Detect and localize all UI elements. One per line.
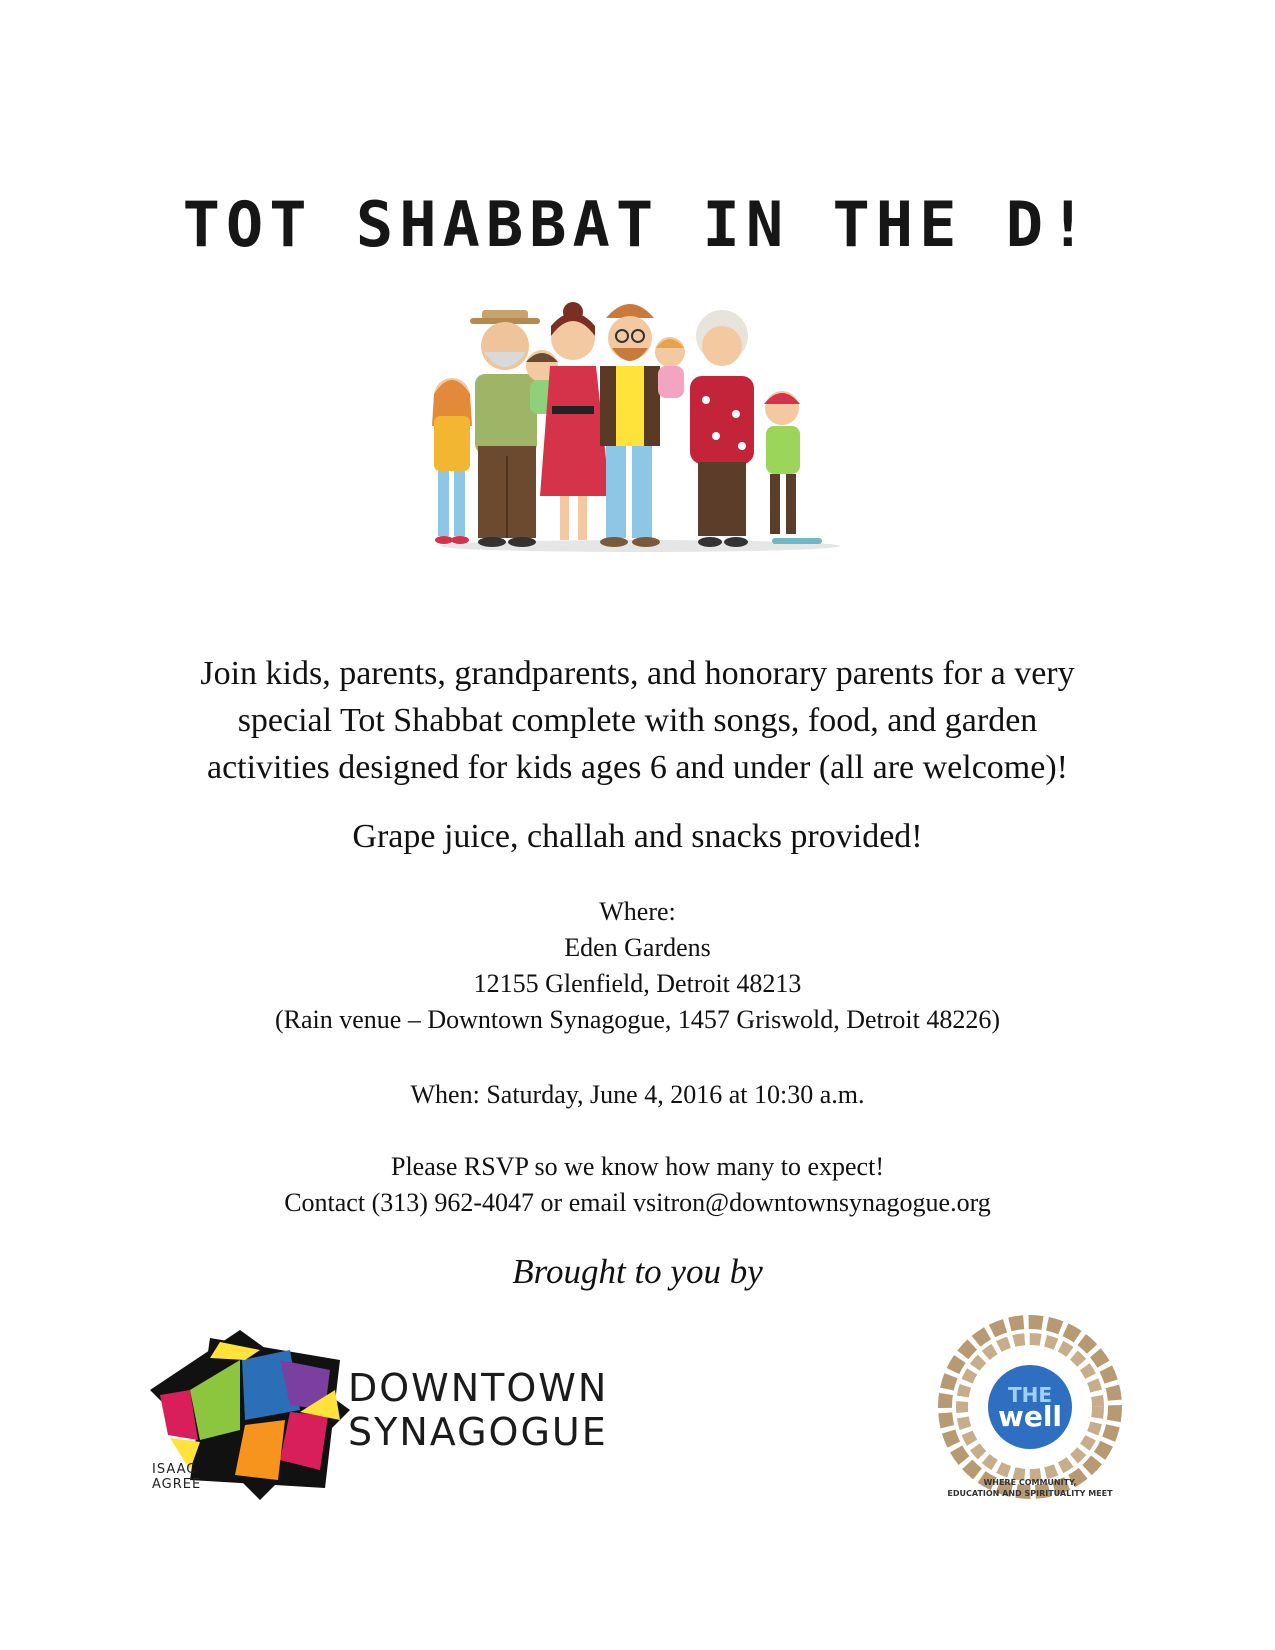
where-label: Where: [599, 897, 676, 926]
tagline-line: WHERE COMMUNITY, [983, 1478, 1077, 1487]
well-tagline [930, 1477, 1130, 1499]
downtown-synagogue-wordmark [348, 1366, 608, 1454]
rsvp-line: Please RSVP so we know how many to expect! [391, 1152, 884, 1181]
wordmark-line: SYNAGOGUE [348, 1410, 608, 1454]
isaac-agree-label [152, 1462, 201, 1492]
the-well-logo-icon [935, 1312, 1125, 1502]
tagline-line: EDUCATION AND SPIRITUALITY MEET [947, 1489, 1113, 1498]
intro-paragraph [100, 650, 1175, 791]
intro-line: special Tot Shabbat complete with songs, food, and garden [237, 702, 1038, 739]
family-illustration [420, 296, 860, 586]
intro-line: Join kids, parents, grandparents, and honorary parents for a very [200, 655, 1075, 692]
small-label-line: AGREE [152, 1477, 202, 1492]
well-logo-line: well [997, 1400, 1063, 1433]
venue-name: Eden Gardens [564, 933, 711, 962]
when-text: When: Saturday, June 4, 2016 at 10:30 a.m. [410, 1080, 865, 1109]
venue-address: 12155 Glenfield, Detroit 48213 [473, 969, 802, 998]
rain-venue: (Rain venue – Downtown Synagogue, 1457 Griswold, Detroit 48226) [274, 1005, 1001, 1034]
provided-text: Grape juice, challah and snacks provided! [352, 818, 923, 855]
intro-line: activities designed for kids ages 6 and under (all are welcome)! [206, 749, 1068, 786]
flyer-title: TOT SHABBAT IN THE D! [182, 188, 1093, 261]
rsvp-block [0, 1149, 1275, 1221]
brought-to-you-by: Brought to you by [512, 1252, 763, 1291]
where-block [0, 894, 1275, 1038]
well-logo-line: THE [1007, 1383, 1053, 1407]
small-label-line: ISAAC [152, 1462, 197, 1477]
contact-line: Contact (313) 962-4047 or email vsitron@downtownsynagogue.org [284, 1188, 991, 1217]
wordmark-line: DOWNTOWN [348, 1366, 609, 1410]
